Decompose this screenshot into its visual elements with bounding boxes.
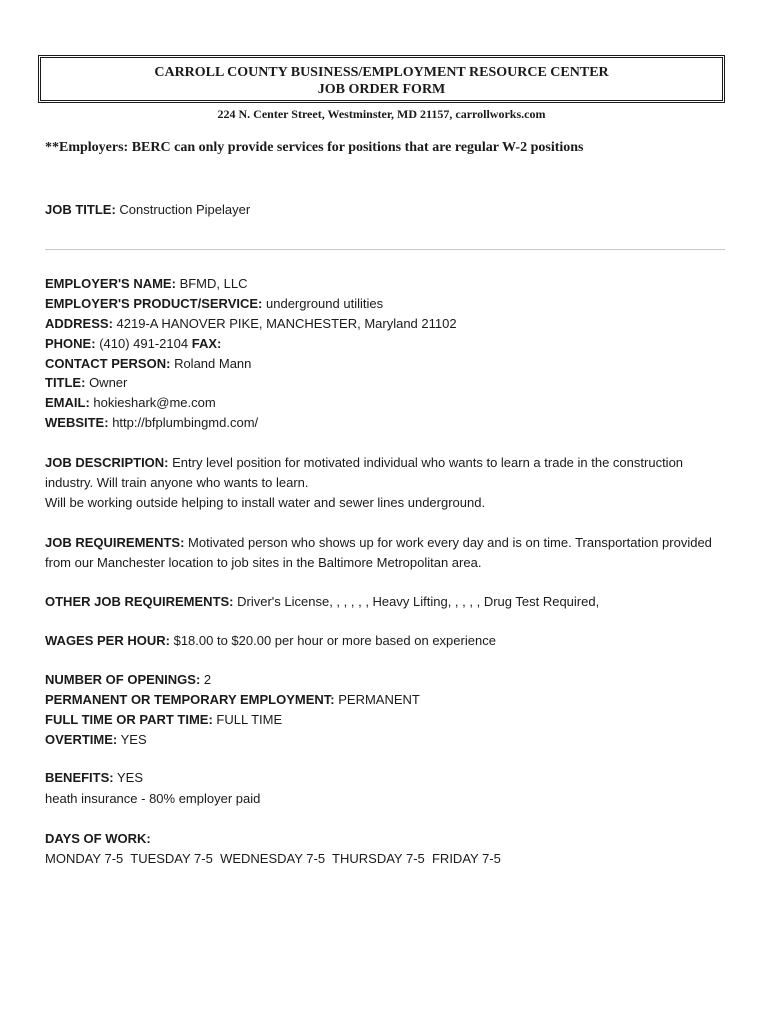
job-description-text: Entry level position for motivated individual who wants to learn a trade in the construction industry. Will train anyone who wants to learn. <box>45 455 684 490</box>
job-requirements-text: Motivated person who shows up for work every day and is on time. Transportation provided from our Manchester location to job sites in the Baltimore Metropolitan area. <box>45 535 712 570</box>
wages-row <box>45 633 496 648</box>
job-description-label: JOB DESCRIPTION: <box>45 455 169 470</box>
website-row <box>45 415 258 430</box>
job-title-label: JOB TITLE: <box>45 202 116 217</box>
fax-label: FAX: <box>191 336 222 351</box>
email-row <box>45 395 216 410</box>
wages-text: $18.00 to $20.00 per hour or more based on experience <box>173 633 496 648</box>
benefits-value: YES <box>117 770 144 785</box>
employer-product-label: EMPLOYER'S PRODUCT/SERVICE: <box>45 296 263 311</box>
job-requirements-label: JOB REQUIREMENTS: <box>45 535 185 550</box>
job-requirements <box>45 533 730 573</box>
overtime-value: YES <box>120 732 147 747</box>
form-title-box <box>38 55 725 103</box>
days-of-work-label <box>45 831 151 846</box>
job-title-row <box>45 202 250 217</box>
phone-label: PHONE: <box>45 336 96 351</box>
address-row <box>45 316 457 331</box>
employment-type-label: PERMANENT OR TEMPORARY EMPLOYMENT: <box>45 692 335 707</box>
divider <box>45 249 725 250</box>
email-label: EMAIL: <box>45 395 90 410</box>
employer-name-row <box>45 276 247 291</box>
benefits-detail: heath insurance - 80% employer paid <box>45 791 261 806</box>
employment-type-row <box>45 692 420 707</box>
employer-name-label: EMPLOYER'S NAME: <box>45 276 176 291</box>
contact-value: Roland Mann <box>174 356 252 371</box>
other-requirements-label: OTHER JOB REQUIREMENTS: <box>45 594 234 609</box>
contact-title-value: Owner <box>89 375 128 390</box>
address-value: 4219-A HANOVER PIKE, MANCHESTER, Maryland 21102 <box>116 316 457 331</box>
wages-label: WAGES PER HOUR: <box>45 633 170 648</box>
time-type-label: FULL TIME OR PART TIME: <box>45 712 213 727</box>
employer-notice: **Employers: BERC can only provide services for positions that are regular W-2 positions <box>45 140 584 155</box>
openings-label: NUMBER OF OPENINGS: <box>45 672 201 687</box>
time-type-value: FULL TIME <box>216 712 283 727</box>
time-type-row <box>45 712 282 727</box>
website-label: WEBSITE: <box>45 415 109 430</box>
phone-value: (410) 491-2104 <box>99 336 189 351</box>
contact-label: CONTACT PERSON: <box>45 356 171 371</box>
openings-row <box>45 672 211 687</box>
email-value: hokieshark@me.com <box>93 395 216 410</box>
openings-value: 2 <box>203 672 212 687</box>
employer-product-value: underground utilities <box>266 296 384 311</box>
days-of-work-value: MONDAY 7-5 TUESDAY 7-5 WEDNESDAY 7-5 THURSDAY 7-5 FRIDAY 7-5 <box>45 851 501 866</box>
contact-title-label: TITLE: <box>45 375 86 390</box>
center-address: 224 N. Center Street, Westminster, MD 21157, carrollworks.com <box>217 107 546 121</box>
contact-row <box>45 356 251 371</box>
employer-product-row <box>45 296 383 311</box>
benefits-label: BENEFITS: <box>45 770 114 785</box>
other-requirements-text: Driver's License, , , , , , Heavy Lifting, , , , , Drug Test Required, <box>237 594 600 609</box>
benefits-row <box>45 770 143 785</box>
contact-title-row <box>45 375 127 390</box>
overtime-label: OVERTIME: <box>45 732 118 747</box>
other-requirements-row <box>45 594 599 609</box>
employment-type-value: PERMANENT <box>338 692 420 707</box>
overtime-row <box>45 732 147 747</box>
form-title-line1: CARROLL COUNTY BUSINESS/EMPLOYMENT RESOURCE CENTER <box>154 65 609 80</box>
phone-row <box>45 336 221 351</box>
job-description <box>45 453 730 513</box>
days-of-work-heading: DAYS OF WORK: <box>45 831 151 846</box>
employer-name-value: BFMD, LLC <box>179 276 248 291</box>
job-description-text-2: Will be working outside helping to install water and sewer lines underground. <box>45 495 486 510</box>
job-title-value: Construction Pipelayer <box>119 202 251 217</box>
address-label: ADDRESS: <box>45 316 113 331</box>
form-title-line2: JOB ORDER FORM <box>317 82 446 97</box>
website-value: http://bfplumbingmd.com/ <box>112 415 259 430</box>
